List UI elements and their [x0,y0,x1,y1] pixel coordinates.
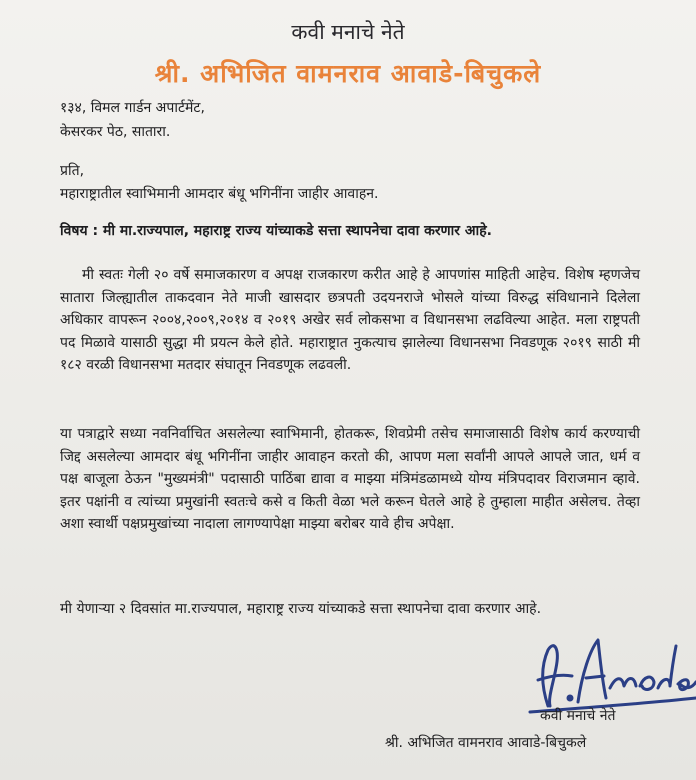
address-line-2: केसरकर पेठ, सातारा. [60,124,171,140]
subject-line: विषय : मी मा.राज्यपाल, महाराष्ट्र राज्य यांच्याकडे सत्ता स्थापनेचा दावा करणार आहे. [60,223,492,239]
recipient-line: महाराष्ट्रातील स्वाभिमानी आमदार बंधू भगिनींना जाहीर आवाहन. [60,186,379,202]
address-line-1: १३४, विमल गार्डन अपार्टमेंट, [60,100,205,116]
handwritten-signature [520,628,696,718]
header-name: श्री. अभिजित वामनराव आवाडे-बिचुकले [154,59,542,88]
recipient-label: प्रति, [60,163,85,179]
header-tagline: कवी मनाचे नेते [291,20,405,44]
closing-name: श्री. अभिजित वामनराव आवाडे-बिचुकले [385,735,587,751]
body-paragraph-2: या पत्राद्वारे सध्या नवनिर्वाचित असलेल्या स्वाभिमानी, होतकरू, शिवप्रेमी तसेच समाजासाठी विशेष कार्य करण्याची जिद्द असलेल्या आमदार बंधू भगिनींना जाहीर आवाहन करतो की, आपण मला सर्वांनी आपले आपले जात, धर्म व पक्ष बाजूला ठेऊन "मुख्यमंत्री" पदासाठी पाठिंबा द्यावा व माझ्या मंत्रिमंडळामध्ये योग्य मंत्रिपदावर विराजमान व्हावे. इतर पक्षांनी व त्यांच्या प्रमुखांनी स्वतःचे कसे व किती वेळा भले करून घेतले आहे हे तुम्हाला माहीत असेलच. तेव्हा अशा स्वार्थी पक्षप्रमुखांच्या नादाला लागण्यापेक्षा माझ्या बरोबर यावे हीच अपेक्षा. [60,426,640,533]
closing-title: कवी मनाचे नेते [540,708,616,724]
body-paragraph-3: मी येणाऱ्या २ दिवसांत मा.राज्यपाल, महाराष्ट्र राज्य यांच्याकडे सत्ता स्थापनेचा दावा करणार आहे. [60,601,542,617]
body-paragraph-1: मी स्वतः गेली २० वर्षे समाजकारण व अपक्ष राजकारण करीत आहे हे आपणांस माहिती आहेच. विशेष म्हणजेच सातारा जिल्ह्यातील ताकदवान नेते माजी खासदार छत्रपती उदयनराजे भोसले यांच्या विरुद्ध संविधानाने दिलेला अधिकार वापरून २००४,२००९,२०१४ व २०१९ अखेर सर्व लोकसभा व विधानसभा लढविल्या आहेत. मला राष्ट्रपती पद मिळावे यासाठी सुद्धा मी प्रयत्न केले होते. महाराष्ट्रात नुकत्याच झालेल्या विधानसभा निवडणूक २०१९ साठी मी १८२ वरळी विधानसभा मतदार संघातून निवडणूक लढवली. [60,267,640,374]
